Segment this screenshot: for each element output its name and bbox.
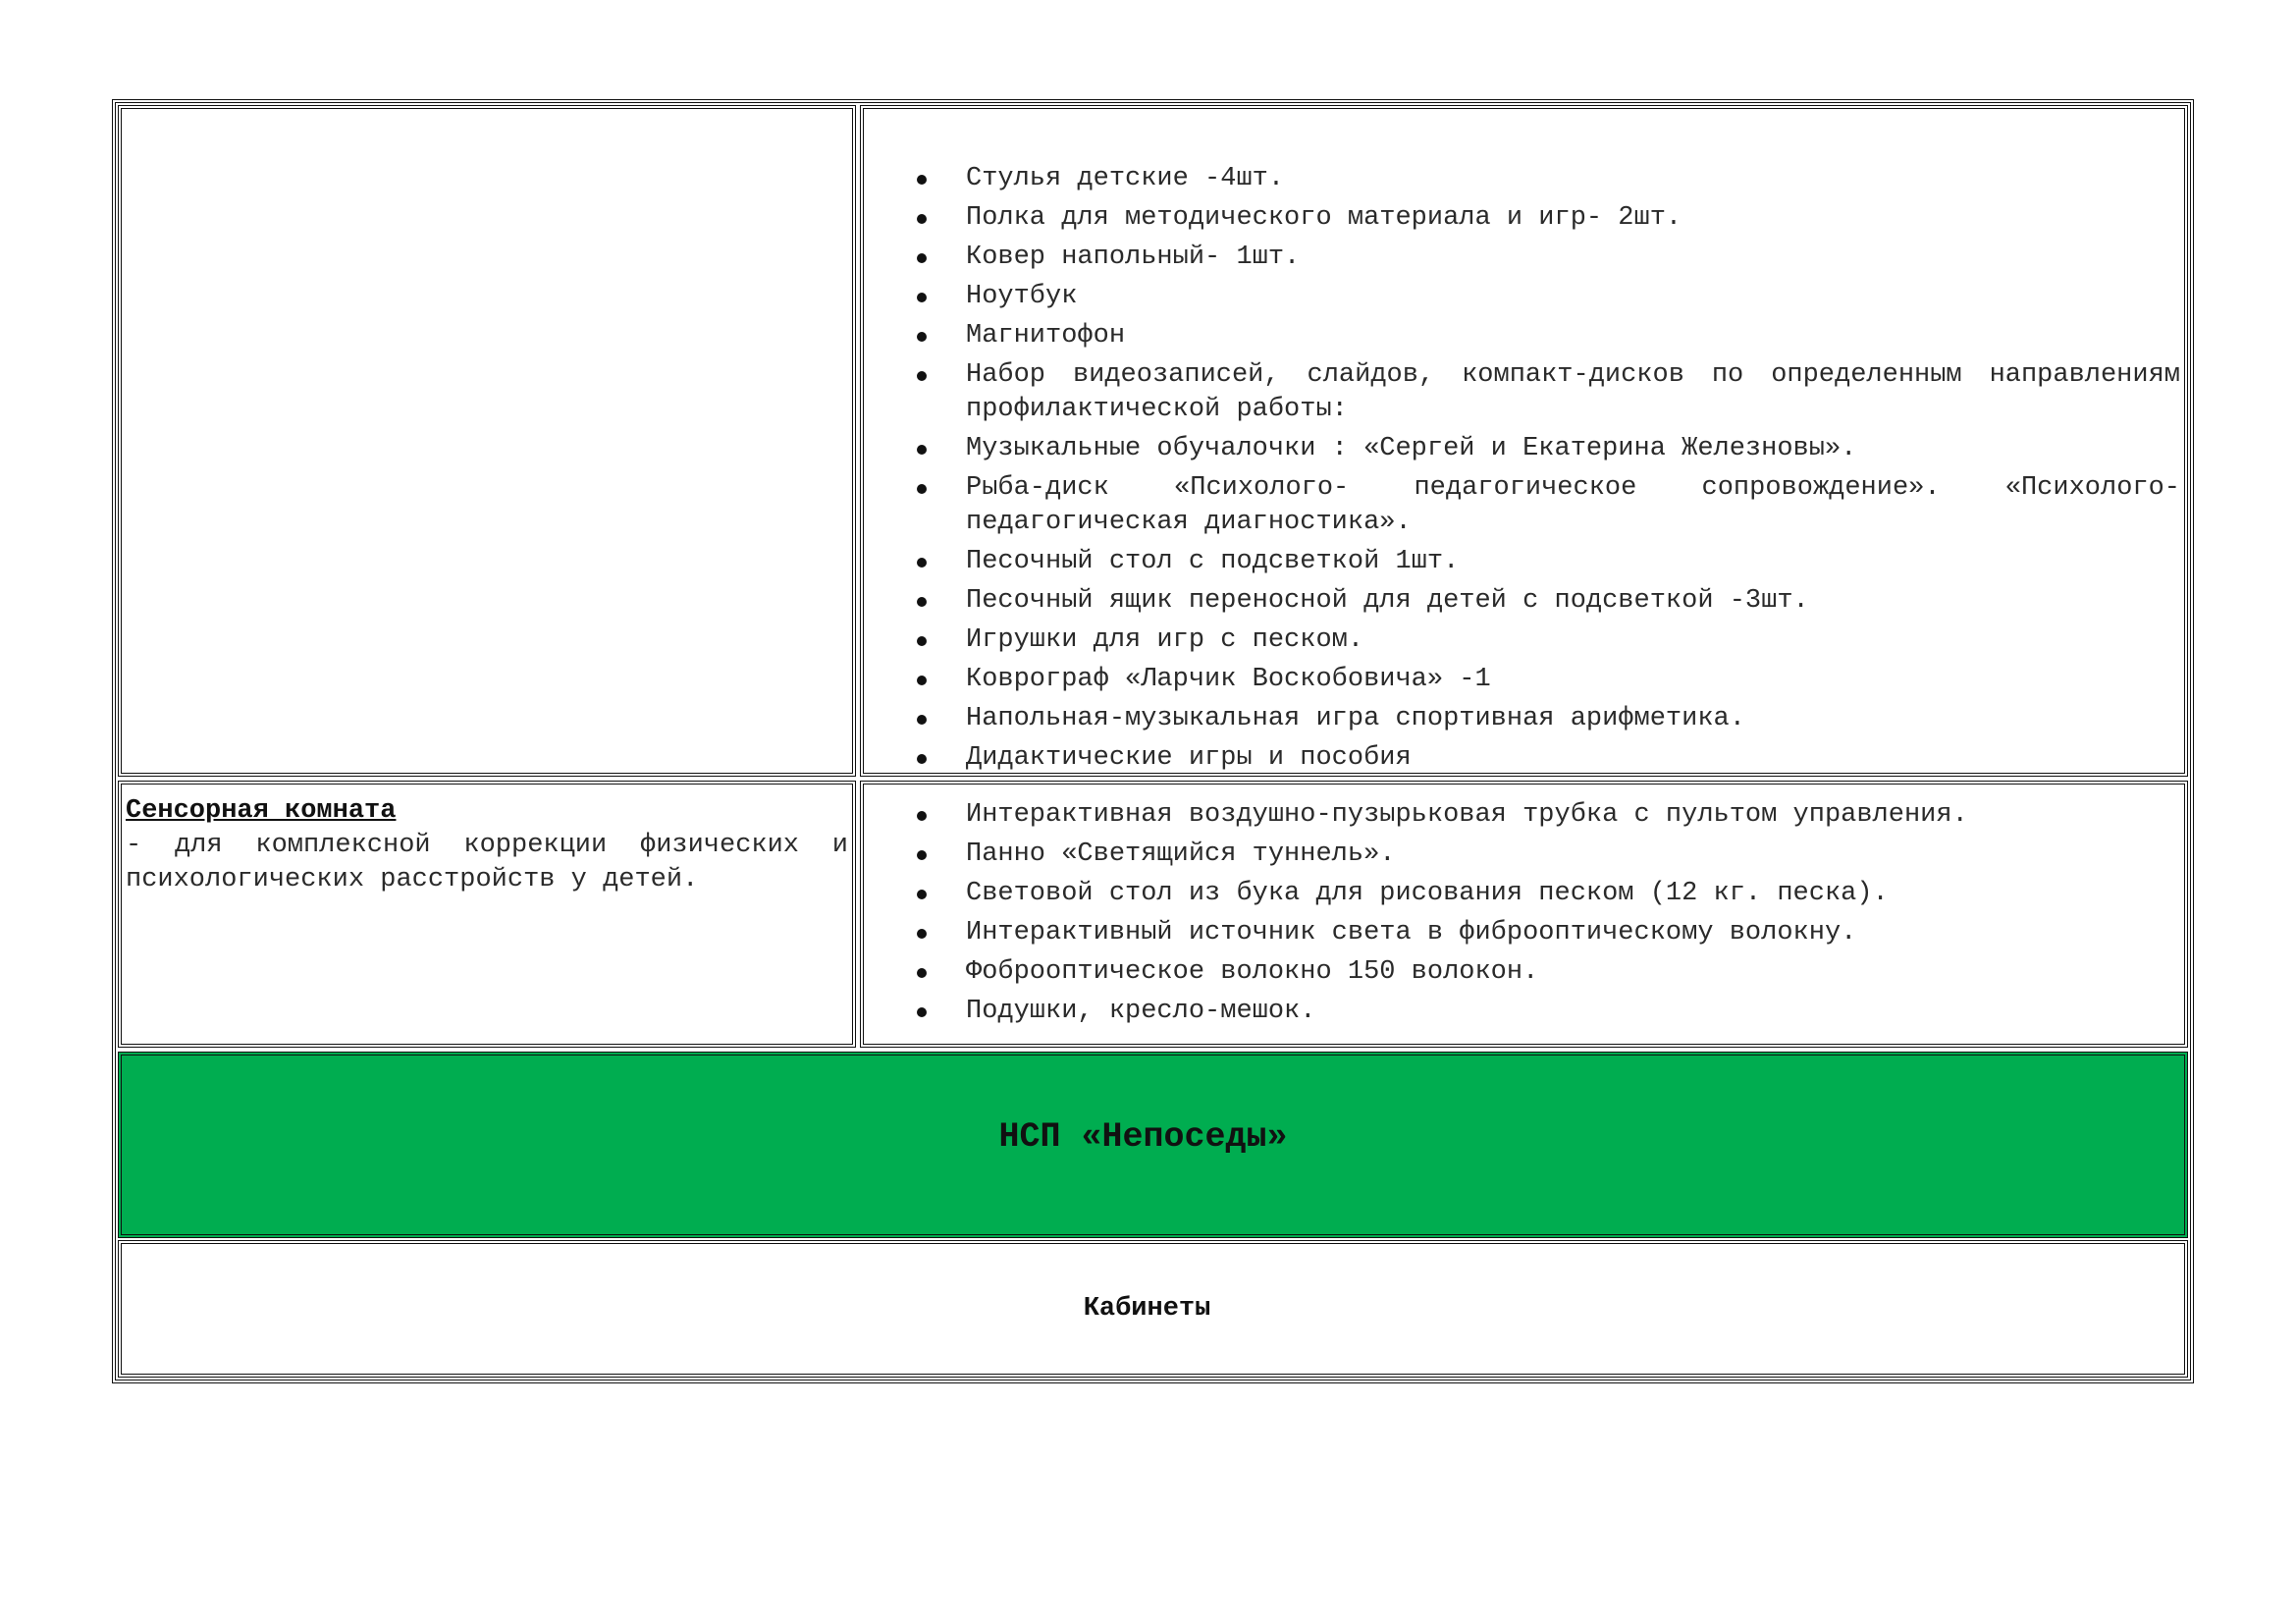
list-item: Панно «Светящийся туннель». [966,838,2180,872]
bullet-icon [917,214,927,224]
list-item: Световой стол из бука для рисования песком (12 кг. песка). [966,877,2180,911]
list-item: Фоброоптическое волокно 150 волокон. [966,955,2180,990]
list-item: Полка для методического материала и игр- 2шт. [966,201,2180,236]
equipment-list [864,785,2184,1029]
list-item: Напольная-музыкальная игра спортивная арифметика. [966,702,2180,736]
list-item: Подушки, кресло-мешок. [966,995,2180,1029]
bullet-icon [917,850,927,860]
list-item: Коврограф «Ларчик Воскобовича» -1 [966,663,2180,697]
bullet-icon [917,676,927,685]
equipment-cell [860,781,2188,1048]
table-row [116,103,2190,779]
bullet-icon [917,293,927,302]
list-item: Музыкальные обучалочки : «Сергей и Екатерина Железновы». [966,432,2180,466]
list-item: Игрушки для игр с песком. [966,623,2180,658]
bullet-icon [917,332,927,342]
list-item: Рыба-диск «Психолого- педагогическое сопровождение». «Психолого-педагогическая диагностика». [966,471,2180,540]
list-item: Ноутбук [966,280,2180,314]
bullet-icon [917,811,927,821]
bullet-icon [917,968,927,978]
list-item: Песочный ящик переносной для детей с подсветкой -3шт. [966,584,2180,619]
bullet-icon [917,484,927,494]
table-row [116,779,2190,1050]
section-banner [118,1052,2188,1238]
room-cell-sensory [118,781,856,1048]
equipment-table [112,99,2194,1383]
bullet-icon [917,597,927,607]
bullet-icon [917,1007,927,1017]
bullet-icon [917,558,927,568]
bullet-icon [917,371,927,381]
section-title: Кабинеты [1083,1294,1211,1324]
list-item: Песочный стол с подсветкой 1шт. [966,545,2180,579]
room-title: Сенсорная комната [126,796,397,826]
list-item: Магнитофон [966,319,2180,353]
equipment-list [864,109,2184,776]
section-header-row [118,1240,2188,1378]
list-item: Стулья детские -4шт. [966,162,2180,196]
bullet-icon [917,929,927,939]
room-description: - для комплексной коррекции физических и психологических расстройств у детей. [126,831,848,894]
bullet-icon [917,636,927,646]
room-cell-empty [118,105,856,777]
list-item: Интерактивная воздушно-пузырьковая трубка с пультом управления. [966,798,2180,833]
list-item: Набор видеозаписей, слайдов, компакт-дисков по определенным направлениям профилактической работы: [966,358,2180,427]
bullet-icon [917,890,927,899]
list-item: Дидактические игры и пособия [966,741,2180,776]
equipment-cell [860,105,2188,777]
list-item: Ковер напольный- 1шт. [966,241,2180,275]
banner-title: НСП «Непоседы» [998,1117,1288,1157]
bullet-icon [917,253,927,263]
bullet-icon [917,754,927,764]
list-item: Интерактивный источник света в фиброоптическому волокну. [966,916,2180,950]
bullet-icon [917,715,927,725]
bullet-icon [917,445,927,455]
bullet-icon [917,175,927,185]
